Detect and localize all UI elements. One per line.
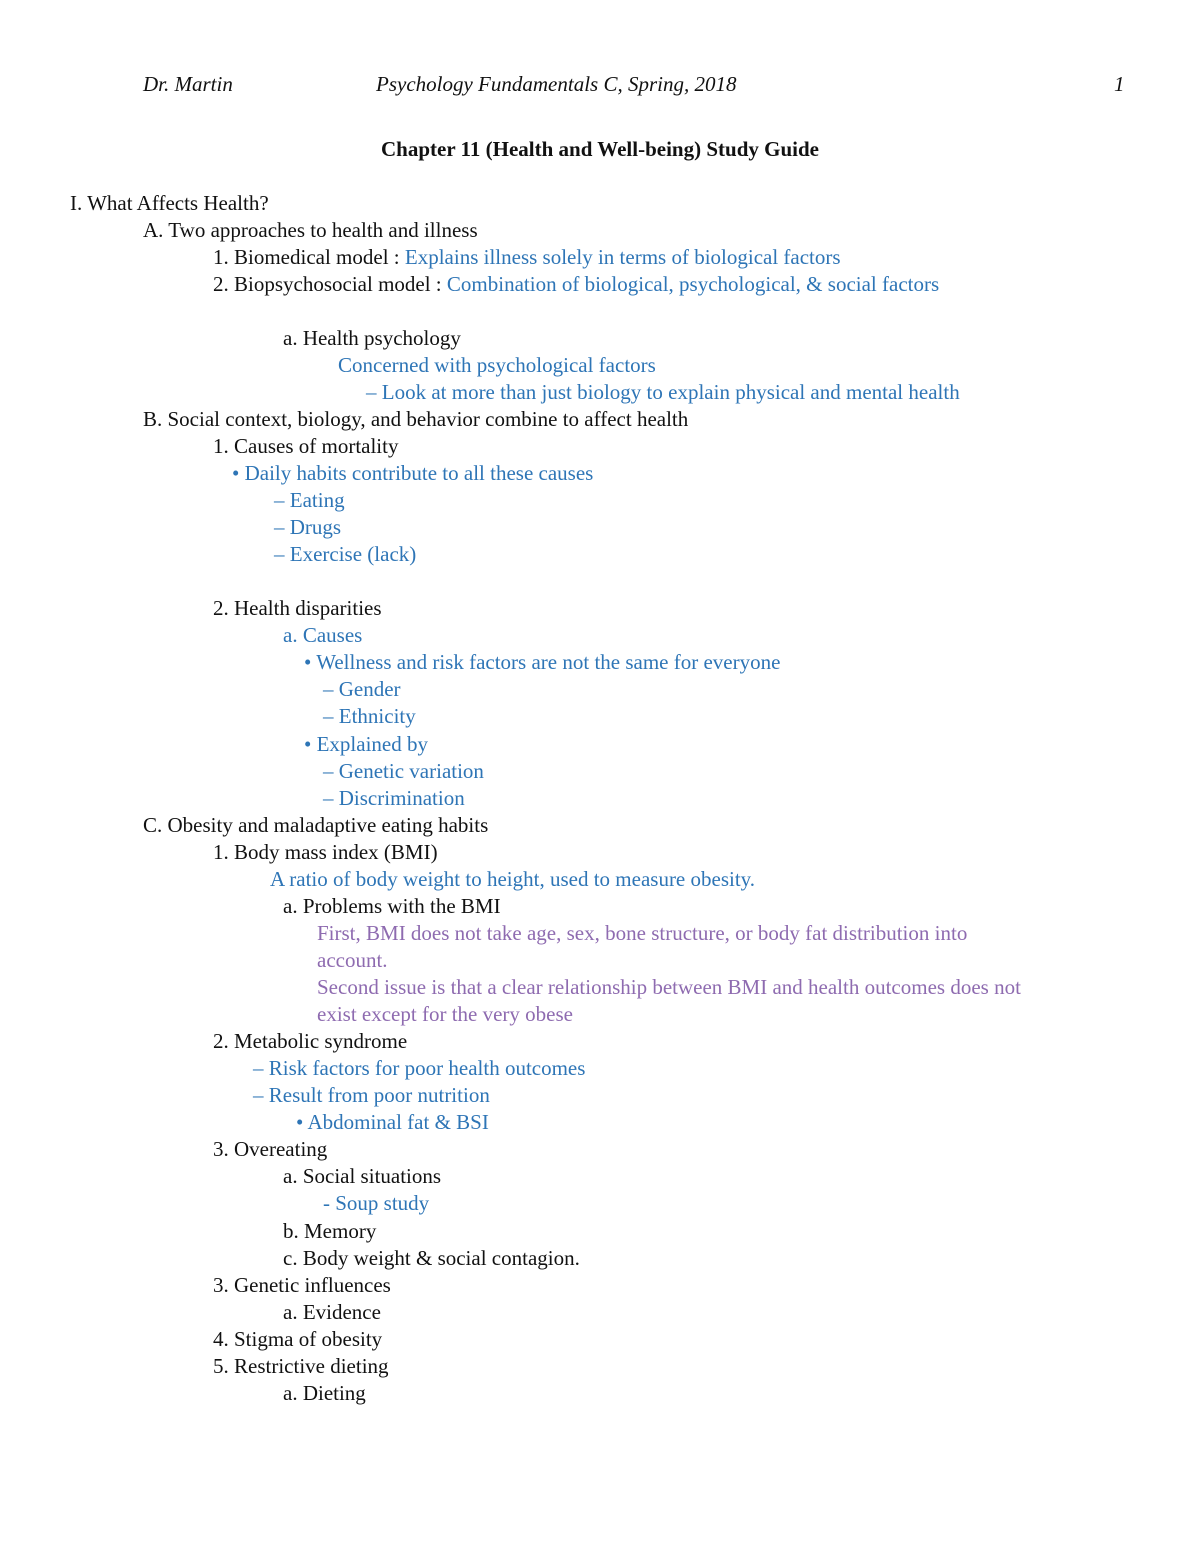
outline-line xyxy=(213,1028,407,1055)
outline-line-text: 1. Body mass index (BMI) xyxy=(213,840,438,864)
outline-line-definition: Combination of biological, psychological, & social factors xyxy=(446,272,940,296)
outline-line xyxy=(143,217,478,244)
outline-line xyxy=(213,433,398,460)
outline-line xyxy=(323,703,416,730)
outline-line xyxy=(283,893,501,920)
outline-line xyxy=(323,1190,429,1217)
outline-line-definition: Explains illness solely in terms of biological factors xyxy=(404,245,841,269)
outline-line xyxy=(274,487,345,514)
outline-line xyxy=(366,379,960,406)
outline-line xyxy=(213,1272,391,1299)
outline-line xyxy=(296,1109,489,1136)
outline-line xyxy=(213,839,438,866)
outline-line-text: – Genetic variation xyxy=(323,759,484,783)
outline-line-text: • Daily habits contribute to all these causes xyxy=(232,461,594,485)
outline-line-text: 3. Overeating xyxy=(213,1137,328,1161)
outline-line xyxy=(304,731,428,758)
outline-line-text: 4. Stigma of obesity xyxy=(213,1327,383,1351)
outline-line-text: exist except for the very obese xyxy=(317,1002,573,1026)
outline-line-text: b. Memory xyxy=(283,1219,377,1243)
outline-line xyxy=(283,1299,381,1326)
outline-line-text: - Soup study xyxy=(323,1191,430,1215)
outline-line-text: Second issue is that a clear relationship between BMI and health outcomes does not xyxy=(317,975,1021,999)
outline-line-text: B. Social context, biology, and behavior combine to affect health xyxy=(143,407,689,431)
outline-line xyxy=(323,676,401,703)
header-page-number: 1 xyxy=(1114,72,1125,96)
outline-line xyxy=(232,460,593,487)
outline-line xyxy=(323,785,465,812)
outline-line xyxy=(213,271,939,298)
outline-line-text: 2. Biopsychosocial model : xyxy=(213,272,447,296)
outline-line xyxy=(283,1380,366,1407)
outline-line xyxy=(317,920,967,947)
outline-line xyxy=(274,541,416,568)
outline-line-text: • Wellness and risk factors are not the same for everyone xyxy=(304,650,781,674)
outline-line-text: a. Dieting xyxy=(283,1381,366,1405)
outline-line xyxy=(317,974,1021,1001)
outline-line xyxy=(213,244,841,271)
outline-line-text: C. Obesity and maladaptive eating habits xyxy=(143,813,489,837)
outline-line-text: a. Social situations xyxy=(283,1164,442,1188)
outline-line xyxy=(283,325,461,352)
outline-line-text: 1. Biomedical model : xyxy=(213,245,405,269)
header-course: Psychology Fundamentals C, Spring, 2018 xyxy=(376,72,737,96)
outline-line-text: – Ethnicity xyxy=(323,704,416,728)
outline-line xyxy=(274,514,341,541)
outline-line xyxy=(213,1136,327,1163)
outline-line-text: – Result from poor nutrition xyxy=(253,1083,490,1107)
outline-line xyxy=(253,1082,490,1109)
outline-line xyxy=(317,947,388,974)
outline-line-text: 2. Metabolic syndrome xyxy=(213,1029,408,1053)
outline-line xyxy=(213,1353,389,1380)
outline-line-text: c. Body weight & social contagion. xyxy=(283,1246,580,1270)
outline-line-text: Concerned with psychological factors xyxy=(338,353,656,377)
outline-line xyxy=(70,190,269,217)
outline-line-text: a. Health psychology xyxy=(283,326,461,350)
outline-line-text: – Look at more than just biology to explain physical and mental health xyxy=(366,380,960,404)
outline-line-text: 3. Genetic influences xyxy=(213,1273,391,1297)
outline-line-text: First, BMI does not take age, sex, bone structure, or body fat distribution into xyxy=(317,921,968,945)
outline-line-text: a. Problems with the BMI xyxy=(283,894,501,918)
outline-line xyxy=(283,622,362,649)
outline-line-text: – Exercise (lack) xyxy=(274,542,417,566)
outline-line xyxy=(304,649,780,676)
outline-line xyxy=(283,1163,441,1190)
outline-line-text: A ratio of body weight to height, used to measure obesity. xyxy=(270,867,756,891)
outline-line-text: A. Two approaches to health and illness xyxy=(143,218,478,242)
outline-line-text: • Abdominal fat & BSI xyxy=(296,1110,489,1134)
outline-line-text: a. Causes xyxy=(283,623,363,647)
outline-line-text: a. Evidence xyxy=(283,1300,381,1324)
outline-line-text: – Drugs xyxy=(274,515,342,539)
header-author: Dr. Martin xyxy=(143,72,233,96)
outline-line-text: • Explained by xyxy=(304,732,428,756)
outline-line xyxy=(213,1326,382,1353)
outline-line-text: – Discrimination xyxy=(323,786,465,810)
outline-line xyxy=(213,595,382,622)
outline-line xyxy=(283,1218,376,1245)
outline-line xyxy=(270,866,755,893)
outline-line xyxy=(143,406,688,433)
outline-line-text: I. What Affects Health? xyxy=(70,191,269,215)
outline-line xyxy=(143,812,488,839)
outline-line-text: account. xyxy=(317,948,388,972)
outline-line xyxy=(323,758,484,785)
document-title: Chapter 11 (Health and Well-being) Study Guide xyxy=(381,137,819,161)
outline-line-text: – Eating xyxy=(274,488,345,512)
outline-line-text: – Gender xyxy=(323,677,401,701)
outline-line xyxy=(317,1001,573,1028)
outline-line xyxy=(253,1055,585,1082)
outline-line xyxy=(338,352,656,379)
outline-line-text: 5. Restrictive dieting xyxy=(213,1354,389,1378)
outline-line-text: 2. Health disparities xyxy=(213,596,382,620)
outline-line-text: – Risk factors for poor health outcomes xyxy=(253,1056,586,1080)
outline-line xyxy=(283,1245,580,1272)
outline-line-text: 1. Causes of mortality xyxy=(213,434,399,458)
